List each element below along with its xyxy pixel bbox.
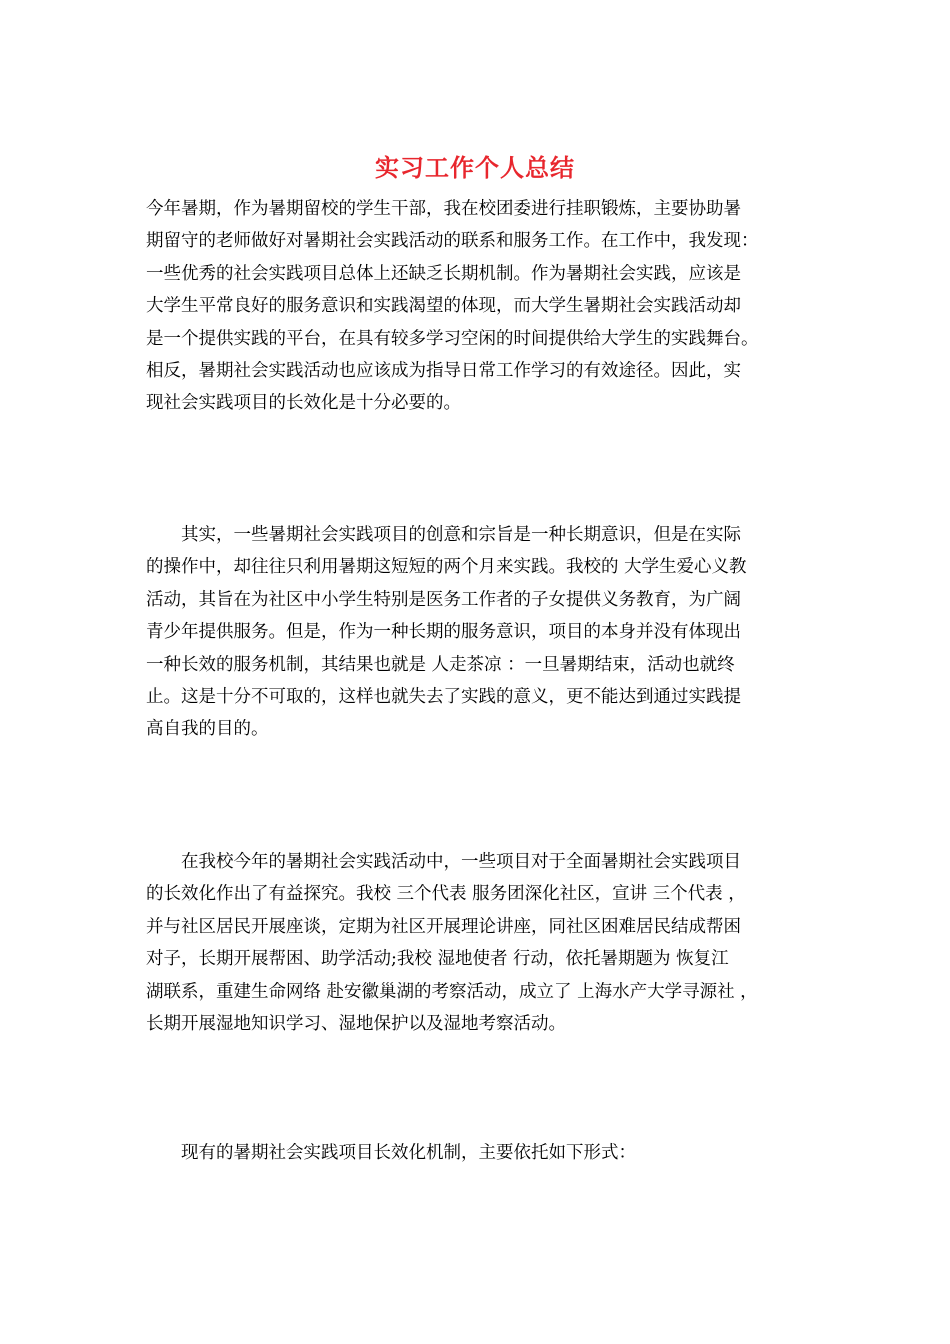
- paragraph-line: 长期开展湿地知识学习、湿地保护以及湿地考察活动。: [146, 1014, 566, 1035]
- paragraph-line: 期留守的老师做好对暑期社会实践活动的联系和服务工作。在工作中，我发现：: [146, 231, 759, 252]
- document-title: 实习工作个人总结: [375, 153, 575, 182]
- paragraph-line: 的操作中，却往往只利用暑期这短短的两个月来实践。我校的 大学生爱心义教: [146, 557, 747, 578]
- paragraph-line: 湖联系，重建生命网络 赴安徽巢湖的考察活动，成立了 上海水产大学寻源社 ，: [146, 981, 758, 1002]
- paragraph-line: 一些优秀的社会实践项目总体上还缺乏长期机制。作为暑期社会实践，应该是: [146, 263, 741, 284]
- paragraph-line: 一种长效的服务机制，其结果也就是 人走茶凉 ：一旦暑期结束，活动也就终: [146, 654, 735, 675]
- paragraph-line: 的长效化作出了有益探究。我校 三个代表 服务团深化社区，宣讲 三个代表 ，: [146, 884, 746, 905]
- paragraph-line: 对子，长期开展帮困、助学活动;我校 湿地使者 行动，依托暑期题为 恢复江: [146, 949, 729, 970]
- paragraph-3: [146, 846, 806, 1040]
- paragraph-4: [146, 1137, 806, 1169]
- paragraph-line: 其实，一些暑期社会实践项目的创意和宗旨是一种长期意识，但是在实际: [181, 525, 741, 545]
- paragraph-line: 高自我的目的。: [146, 719, 269, 740]
- paragraph-line: 今年暑期，作为暑期留校的学生干部，我在校团委进行挂职锻炼，主要协助暑: [146, 199, 741, 219]
- paragraph-1: [146, 193, 806, 420]
- paragraph-2: [146, 519, 806, 746]
- paragraph-line: 相反，暑期社会实践活动也应该成为指导日常工作学习的有效途径。因此，实: [146, 361, 741, 382]
- paragraph-line: 在我校今年的暑期社会实践活动中，一些项目对于全面暑期社会实践项目: [181, 852, 741, 872]
- paragraph-line: 是一个提供实践的平台，在具有较多学习空闲的时间提供给大学生的实践舞台。: [146, 328, 759, 349]
- paragraph-line: 活动，其旨在为社区中小学生特别是医务工作者的子女提供义务教育，为广阔: [146, 589, 741, 610]
- paragraph-line: 现社会实践项目的长效化是十分必要的。: [146, 393, 461, 414]
- paragraph-line: 止。这是十分不可取的，这样也就失去了实践的意义，更不能达到通过实践提: [146, 687, 741, 708]
- paragraph-line: 青少年提供服务。但是，作为一种长期的服务意识，项目的本身并没有体现出: [146, 622, 741, 643]
- paragraph-line: 大学生平常良好的服务意识和实践渴望的体现，而大学生暑期社会实践活动却: [146, 296, 741, 317]
- paragraph-line: 并与社区居民开展座谈，定期为社区开展理论讲座，同社区困难居民结成帮困: [146, 916, 741, 937]
- paragraph-line: 现有的暑期社会实践项目长效化机制，主要依托如下形式：: [181, 1143, 636, 1163]
